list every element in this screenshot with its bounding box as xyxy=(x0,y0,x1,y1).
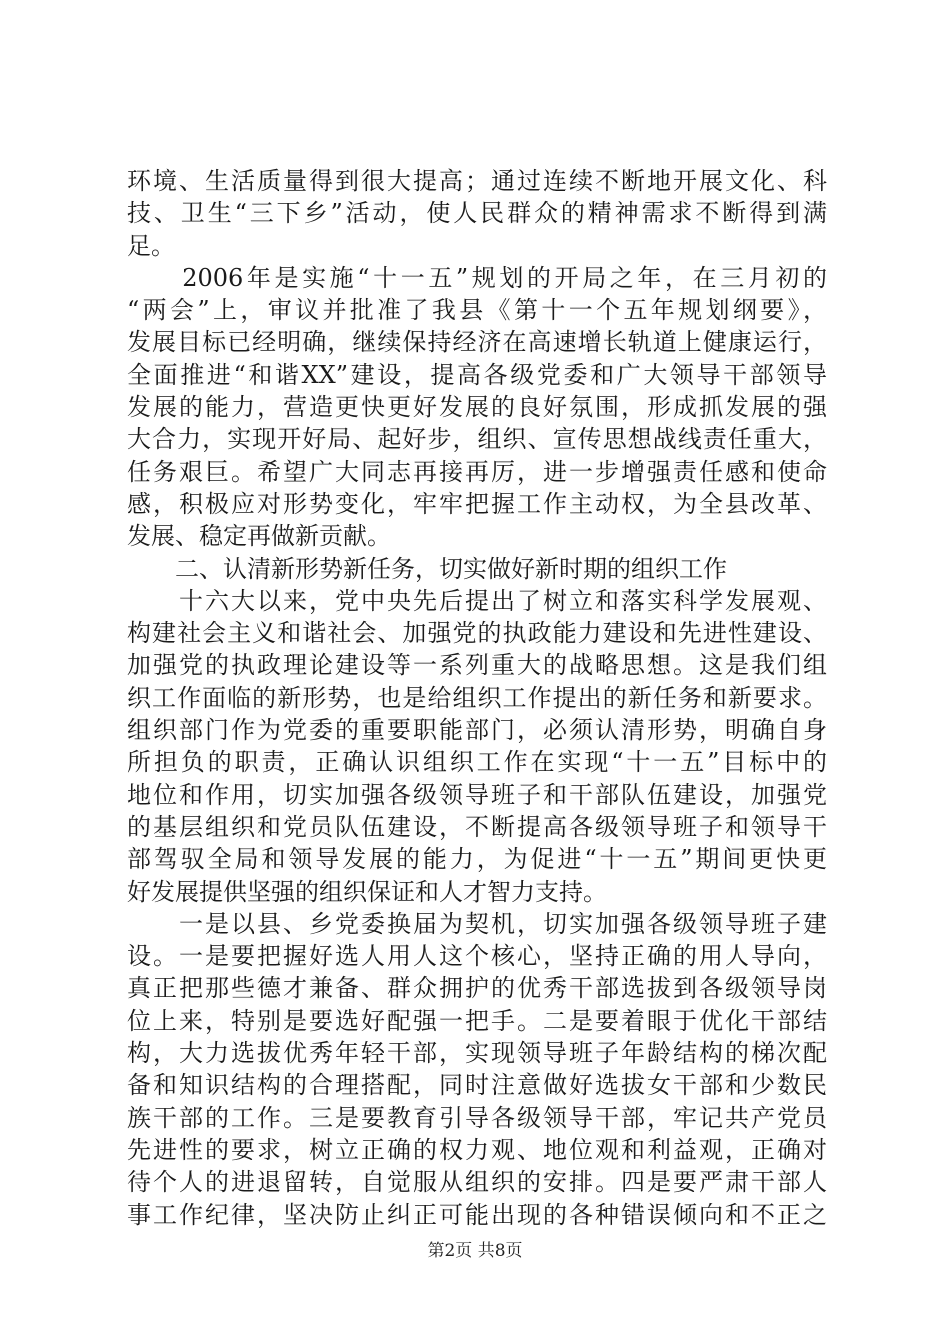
text-line: 位上来，特别是要选好配强一把手。二是要着眼于优化干部结 xyxy=(127,1006,827,1035)
text-line: 感，积极应对形势变化，牢牢把握工作主动权，为全县改革、 xyxy=(127,489,827,518)
text-line: 环境、生活质量得到很大提高；通过连续不断地开展文化、科 xyxy=(127,167,827,195)
text-line: 事工作纪律，坚决防止纠正可能出现的各种错误倾向和不正之 xyxy=(127,1200,827,1229)
text-line: 大合力，实现开好局、起好步，组织、宣传思想战线责任重大， xyxy=(127,425,827,454)
text-line: 地位和作用，切实加强各级领导班子和干部队伍建设，加强党 xyxy=(127,780,827,809)
paragraph xyxy=(127,585,827,908)
text-line: 部驾驭全局和领导发展的能力，为促进“十一五”期间更快更 xyxy=(127,845,827,874)
text-line: 待个人的进退留转，自觉服从组织的安排。四是要严肃干部人 xyxy=(127,1168,827,1197)
text-line: 构，大力选拔优秀年轻干部，实现领导班子年龄结构的梯次配 xyxy=(127,1039,827,1068)
paragraph xyxy=(127,165,827,262)
paragraph xyxy=(127,908,827,1231)
paragraph xyxy=(127,262,827,553)
paragraph xyxy=(127,553,827,585)
text-line: 设。一是要把握好选人用人这个核心，坚持正确的用人导向， xyxy=(127,942,827,971)
text-line: 族干部的工作。三是要教育引导各级领导干部，牢记共产党员 xyxy=(127,1103,827,1132)
text-line: 组织部门作为党委的重要职能部门，必须认清形势，明确自身 xyxy=(127,716,827,745)
text-line: 任务艰巨。希望广大同志再接再厉，进一步增强责任感和使命 xyxy=(127,457,827,486)
text-line: 发展、稳定再做新贡献。 xyxy=(127,522,391,551)
text-line: 技、卫生“三下乡”活动，使人民群众的精神需求不断得到满 xyxy=(127,199,827,228)
text-line: 的基层组织和党员队伍建设，不断提高各级领导班子和领导干 xyxy=(127,812,827,841)
text-line: 备和知识结构的合理搭配，同时注意做好选拔女干部和少数民 xyxy=(127,1071,827,1100)
text-line: 一是以县、乡党委换届为契机，切实加强各级领导班子建 xyxy=(127,909,827,938)
text-line: 全面推进“和谐XX”建设，提高各级党委和广大领导干部领导 xyxy=(127,360,827,389)
page-footer: 第2页 共8页 xyxy=(427,1241,523,1261)
text-line: 发展的能力，营造更快更好发展的良好氛围，形成抓发展的强 xyxy=(127,393,827,422)
document-body xyxy=(127,165,827,1231)
text-line: 织工作面临的新形势，也是给组织工作提出的新任务和新要求。 xyxy=(127,683,827,712)
text-line: 真正把那些德才兼备、群众拥护的优秀干部选拔到各级领导岗 xyxy=(127,974,827,1003)
text-line: 2006年是实施“十一五”规划的开局之年，在三月初的 xyxy=(127,263,827,292)
text-line: 构建社会主义和谐社会、加强党的执政能力建设和先进性建设、 xyxy=(127,619,827,648)
text-line: 十六大以来，党中央先后提出了树立和落实科学发展观、 xyxy=(127,586,827,615)
text-line: 发展目标已经明确，继续保持经济在高速增长轨道上健康运行， xyxy=(127,328,827,357)
text-line: “两会”上，审议并批准了我县《第十一个五年规划纲要》， xyxy=(127,296,827,325)
text-line: 好发展提供坚强的组织保证和人才智力支持。 xyxy=(127,877,607,906)
text-line: 加强党的执政理论建设等一系列重大的战略思想。这是我们组 xyxy=(127,651,827,680)
text-line: 足。 xyxy=(127,231,175,260)
text-line: 所担负的职责，正确认识组织工作在实现“十一五”目标中的 xyxy=(127,748,827,777)
text-line: 二、认清新形势新任务，切实做好新时期的组织工作 xyxy=(127,554,727,583)
text-line: 先进性的要求，树立正确的权力观、地位观和利益观，正确对 xyxy=(127,1135,827,1164)
